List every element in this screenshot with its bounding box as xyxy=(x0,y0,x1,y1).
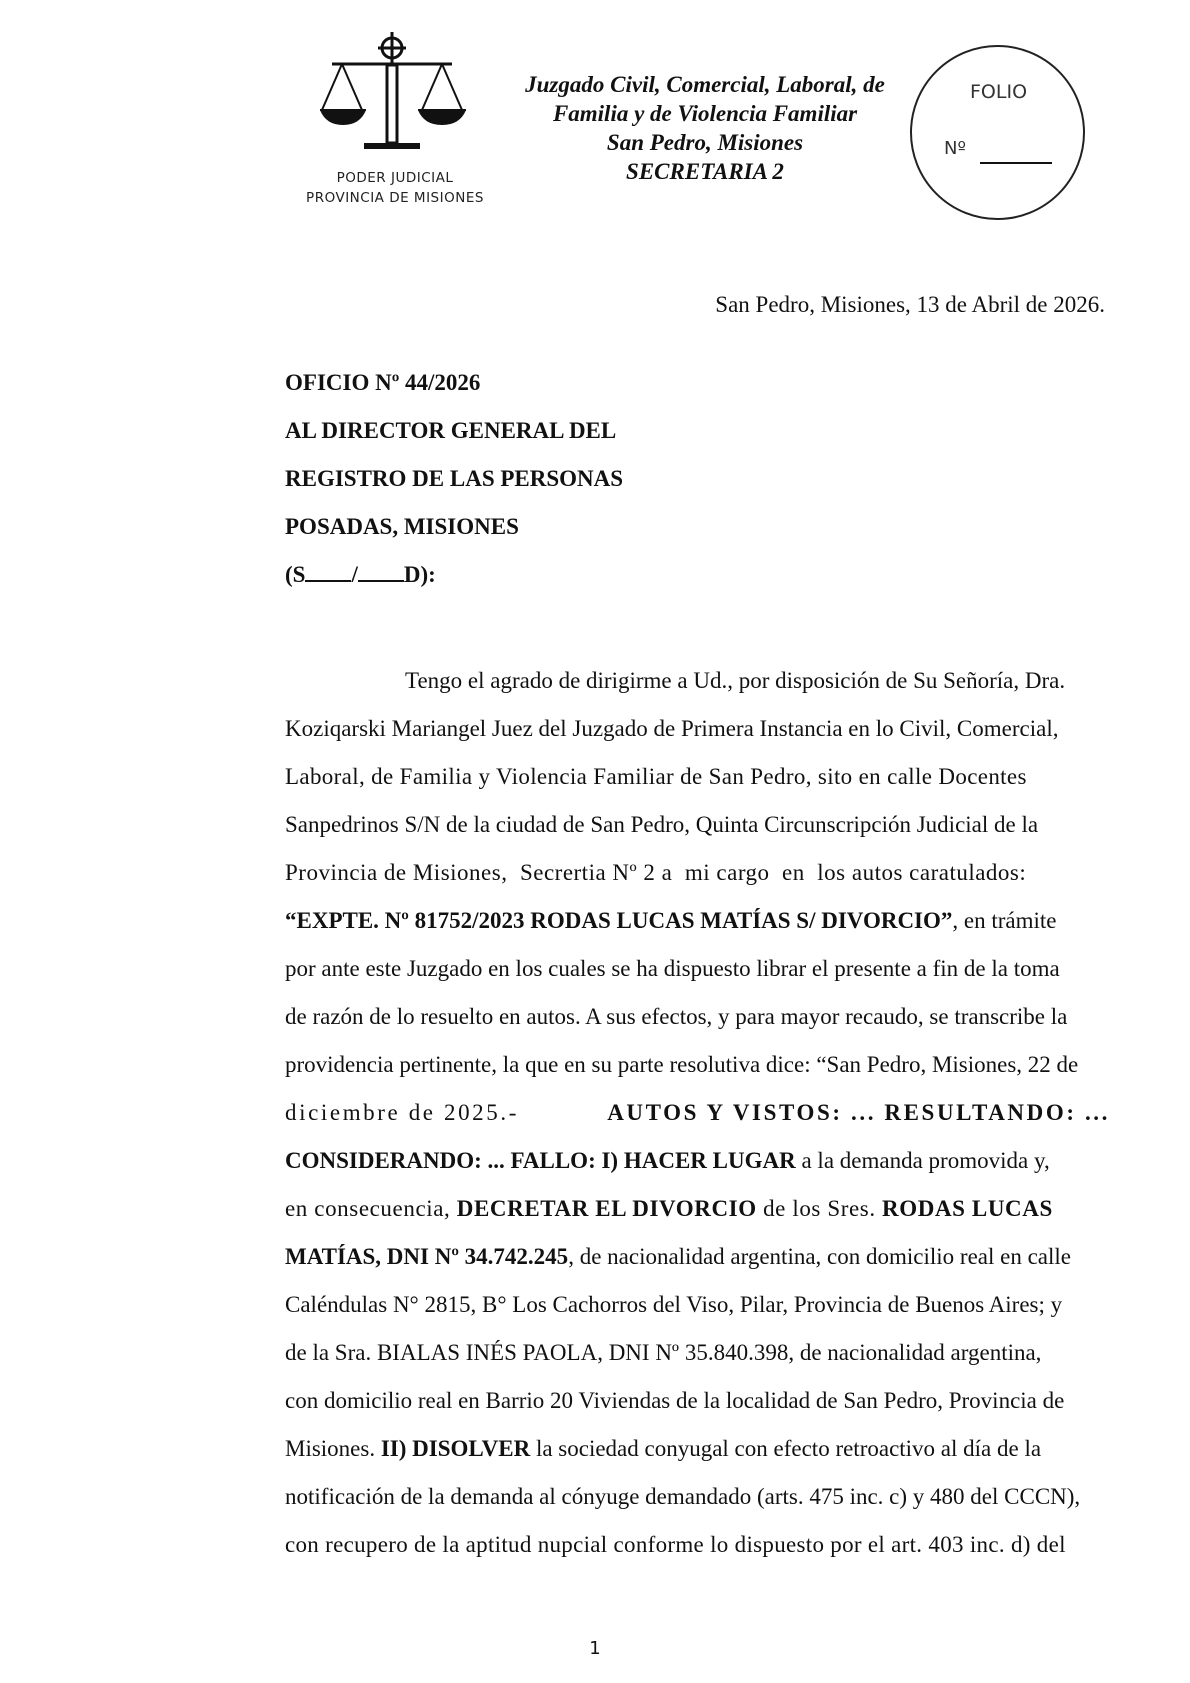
body-line: Koziqarski Mariangel Juez del Juzgado de Primera Instancia en lo Civil, Comercial, xyxy=(285,716,1059,741)
court-line: San Pedro, Misiones xyxy=(606,130,804,155)
addressee-line: AL DIRECTOR GENERAL DEL xyxy=(285,418,617,443)
folio-title: FOLIO xyxy=(970,81,1028,103)
poder-judicial-logo xyxy=(295,30,495,215)
body-line xyxy=(285,1436,1110,1462)
court-line: SECRETARIA 2 xyxy=(626,159,784,184)
body-line xyxy=(285,908,1110,934)
dissolve-heading: II) DISOLVER xyxy=(380,1436,531,1461)
sd-blank xyxy=(305,566,351,582)
addressee-line: POSADAS, MISIONES xyxy=(285,514,519,539)
body-line: Laboral, de Familia y Violencia Familiar de San Pedro, sito en calle Docentes xyxy=(285,764,1027,789)
scales-of-justice-icon xyxy=(320,30,470,165)
body-text: , de nacionalidad argentina, con domicilio real en calle xyxy=(568,1244,1071,1269)
body-text: , en trámite xyxy=(952,908,1057,933)
resolution-heading: CONSIDERANDO: ... FALLO: I) HACER LUGAR xyxy=(285,1148,796,1173)
body-line: de la Sra. BIALAS INÉS PAOLA, DNI Nº 35.840.398, de nacionalidad argentina, xyxy=(285,1340,1042,1365)
body-line: Provincia de Misiones, Secrertia Nº 2 a mi cargo en los autos caratulados: xyxy=(285,860,1027,885)
body-text: la sociedad conyugal con efecto retroactivo al día de la xyxy=(530,1436,1042,1461)
body-line: Caléndulas N° 2815, B° Los Cachorros del Viso, Pilar, Provincia de Buenos Aires; y xyxy=(285,1292,1063,1317)
salutation-sd xyxy=(285,562,436,588)
body-line: providencia pertinente, la que en su parte resolutiva dice: “San Pedro, Misiones, 22 de xyxy=(285,1052,1079,1077)
body-line: Sanpedrinos S/N de la ciudad de San Pedro, Quinta Circunscripción Judicial de la xyxy=(285,812,1039,837)
body-line: de razón de lo resuelto en autos. A sus efectos, y para mayor recaudo, se transcribe la xyxy=(285,1004,1068,1029)
body-text: de los Sres. xyxy=(756,1196,883,1221)
decree-divorce: DECRETAR EL DIVORCIO xyxy=(456,1196,757,1221)
party-name: RODAS LUCAS xyxy=(882,1196,1053,1221)
party-id: MATÍAS, DNI Nº 34.742.245 xyxy=(285,1244,569,1269)
court-line: Familia y de Violencia Familiar xyxy=(552,101,858,126)
sd-mid: / xyxy=(351,562,358,587)
oficio-number: OFICIO Nº 44/2026 xyxy=(285,370,481,395)
body-line: Tengo el agrado de dirigirme a Ud., por disposición de Su Señoría, Dra. xyxy=(405,668,1066,693)
body-line xyxy=(285,1100,1110,1126)
sd-close: D): xyxy=(403,562,436,587)
body-line xyxy=(285,1244,1110,1270)
folio-number-label: Nº xyxy=(944,138,966,159)
body-line: con domicilio real en Barrio 20 Viviendas de la localidad de San Pedro, Provincia de xyxy=(285,1388,1065,1413)
body-line: por ante este Juzgado en los cuales se ha dispuesto librar el presente a fin de la toma xyxy=(285,956,1060,981)
court-heading xyxy=(480,70,930,186)
sd-blank xyxy=(358,566,404,582)
logo-text-poder-judicial: PODER JUDICIAL xyxy=(336,170,454,186)
addressee-line: REGISTRO DE LAS PERSONAS xyxy=(285,466,624,491)
body-line: con recupero de la aptitud nupcial conforme lo dispuesto por el art. 403 inc. d) del xyxy=(285,1532,1066,1557)
resolution-heading: AUTOS Y VISTOS: ... RESULTANDO: ... xyxy=(607,1100,1110,1125)
body-text: diciembre de 2025.- xyxy=(285,1100,519,1125)
sd-open: (S xyxy=(285,562,306,587)
folio-stamp xyxy=(910,45,1085,220)
body-line: notificación de la demanda al cónyuge demandado (arts. 475 inc. c) y 480 del CCCN), xyxy=(285,1484,1081,1509)
body-line xyxy=(285,1196,1110,1222)
date-line: San Pedro, Misiones, 13 de Abril de 2026. xyxy=(715,292,1105,317)
page-number: 1 xyxy=(589,1638,601,1659)
folio-number-blank xyxy=(980,162,1052,164)
body-line xyxy=(285,1148,1110,1174)
court-line: Juzgado Civil, Comercial, Laboral, de xyxy=(525,72,885,97)
body-text: en consecuencia, xyxy=(285,1196,457,1221)
logo-text-provincia: PROVINCIA DE MISIONES xyxy=(306,190,484,206)
body-text: a la demanda promovida y, xyxy=(795,1148,1050,1173)
body-text: Misiones. xyxy=(285,1436,381,1461)
case-title: “EXPTE. Nº 81752/2023 RODAS LUCAS MATÍAS S/ DIVORCIO” xyxy=(285,908,953,933)
